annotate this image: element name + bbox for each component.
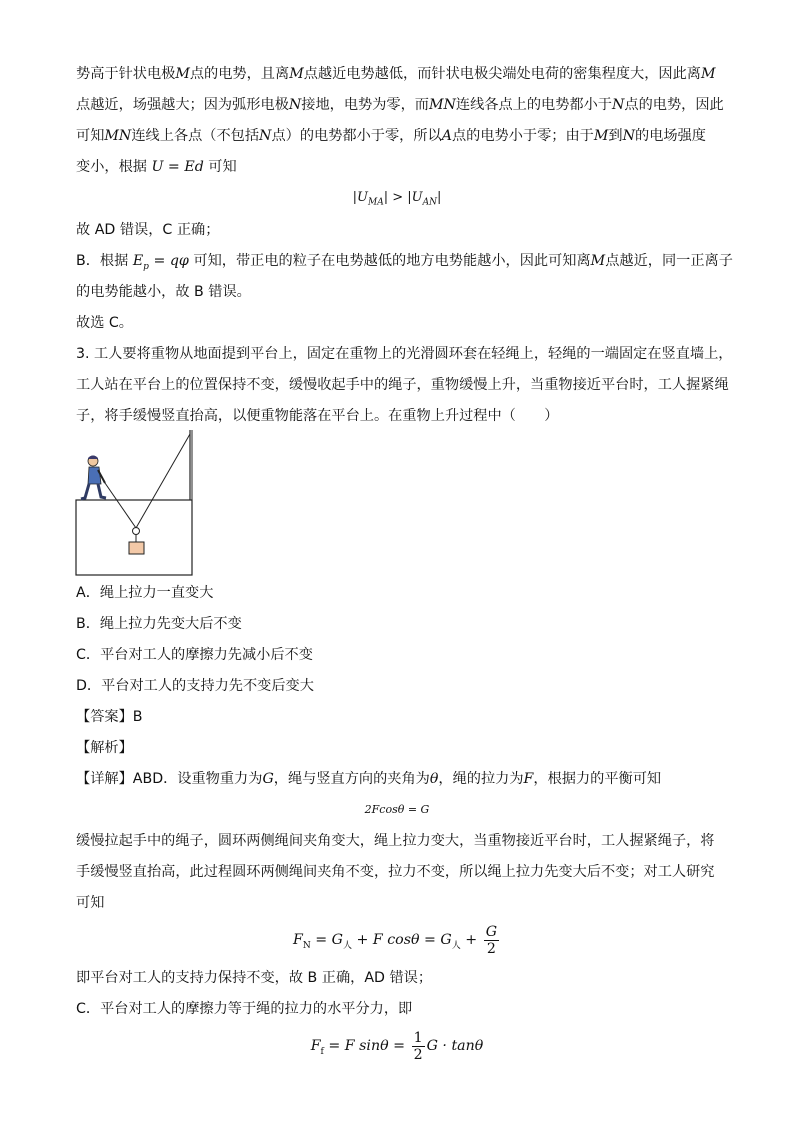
text-line: 的电势能越小，故 B 错误。 xyxy=(76,284,251,300)
option-d: D．平台对工人的支持力先不变后变大 xyxy=(76,678,314,694)
detail-line: 缓慢拉起手中的绳子，圆环两侧绳间夹角变大，绳上拉力变大，当重物接近平台时，工人握紧绳子，将 xyxy=(76,833,715,849)
option-a: A．绳上拉力一直变大 xyxy=(76,585,214,601)
text-line: 可知MN连线上各点（不包括N点）的电势都小于零，所以A点的电势小于零；由于M到N的电场强度 xyxy=(76,128,706,144)
text-line: 点越近，场强越大；因为弧形电极N接地，电势为零，而MN连线各点上的电势都小于N点的电势，因此 xyxy=(76,97,724,113)
worker-platform-figure xyxy=(72,428,202,578)
text-line: 故 AD 错误，C 正确； xyxy=(76,222,220,238)
worker-figure xyxy=(81,456,106,500)
question-3-stem: 3. 工人要将重物从地面提到平台上，固定在重物上的光滑圆环套在轻绳上，轻绳的一端固定在竖直墙上， xyxy=(76,346,733,362)
analysis-label: 【解析】 xyxy=(76,740,133,756)
text-line: B．根据 $E_p = q\varphi$ 可知，带正电的粒子在电势越低的地方电势能越小，因此可知离M点越近，同一正离子 xyxy=(76,253,733,272)
equation-umaun: $|U_{MA}| > |U_{AN}|$ xyxy=(352,190,442,208)
text-line: 故选 C。 xyxy=(76,315,133,331)
detail-line: 手缓慢竖直抬高，此过程圆环两侧绳间夹角不变，拉力不变，所以绳上拉力先变大后不变；对工人研究 xyxy=(76,864,715,880)
equation-force-balance: 2Fcosθ = G xyxy=(364,803,430,816)
option-c: C．平台对工人的摩擦力先减小后不变 xyxy=(76,647,313,663)
equation-normal-force: $F_N = G_人 + F$ $\cos\theta = G_人$ + $\frac{G}{2}$ xyxy=(292,923,498,957)
question-3-stem: 子，将手缓慢竖直抬高，以便重物能落在平台上。在重物上升过程中（ ） xyxy=(76,408,559,424)
text-line: 势高于针状电极M点的电势，且离M点越近电势越低，而针状电极尖端处电荷的密集程度大，因此离M xyxy=(76,66,716,82)
equation-friction-force: $F_f = F$ sinθ = $\frac{1}{2}$ G · tanθ xyxy=(310,1029,484,1063)
answer-label: 【答案】B xyxy=(76,709,143,725)
text-line: 变小，根据 U = Ed 可知 xyxy=(76,159,237,175)
detail-line: C．平台对工人的摩擦力等于绳的拉力的水平分力，即 xyxy=(76,1001,413,1017)
question-3-stem: 工人站在平台上的位置保持不变，缓慢收起手中的绳子，重物缓慢上升，当重物接近平台时，工人握紧绳 xyxy=(76,377,729,393)
detail-line: 即平台对工人的支持力保持不变，故 B 正确，AD 错误； xyxy=(76,970,433,986)
detail-line: 可知 xyxy=(76,895,105,911)
option-b: B．绳上拉力先变大后不变 xyxy=(76,616,242,632)
detail-line: 【详解】ABD．设重物重力为G，绳与竖直方向的夹角为θ，绳的拉力为F，根据力的平衡可知 xyxy=(76,771,662,787)
